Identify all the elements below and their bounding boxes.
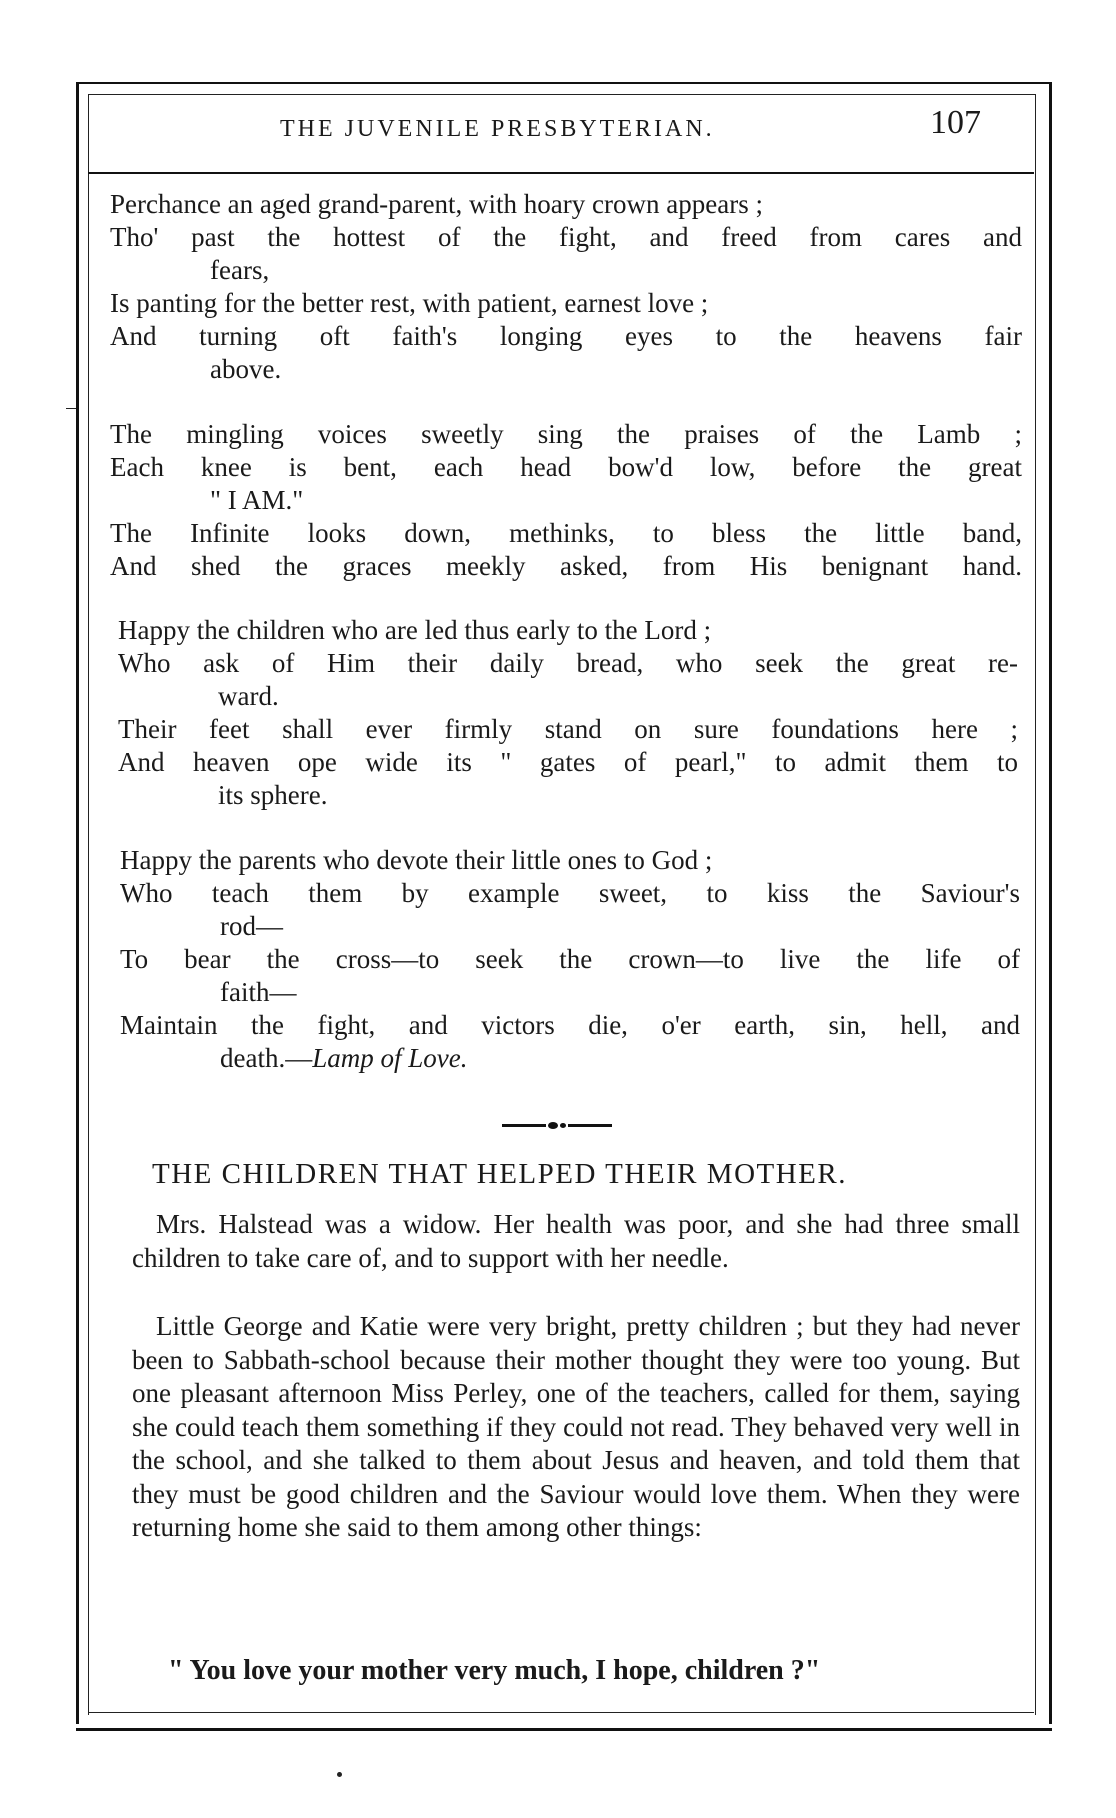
poem-line: And shed the graces meekly asked, from His benignant hand. [110, 551, 1022, 581]
page-number: 107 [930, 104, 981, 141]
poem-line: To bear the cross—to seek the crown—to live the life of [120, 944, 1020, 974]
poem-line [120, 1042, 1020, 1075]
poem-line: Maintain the fight, and victors die, o'er earth, sin, hell, and [120, 1010, 1020, 1040]
poem-line: Happy the children who are led thus early to the Lord ; [118, 615, 712, 645]
poem-source: Lamp of Love. [312, 1043, 468, 1073]
poem-stanza-3 [118, 614, 1018, 812]
bottom-rule-heavy [76, 1728, 1052, 1731]
poem-line: Is panting for the better rest, with patient, earnest love ; [110, 288, 709, 318]
poem-line: above. [210, 354, 282, 384]
article-title: THE CHILDREN THAT HELPED THEIR MOTHER. [152, 1158, 847, 1190]
ink-speck [337, 1772, 342, 1777]
paragraph-text: Little George and Katie were very bright, pretty children ; but they had never been to Sabbath-school because their mother thought they were too young. But one pleasant afternoon Miss Perley, one of the teachers, called for them, saying she could teach them something if they could not read. They behaved very well in the school, and she talked to them about Jesus and heaven, and told them that they must be good children and the Saviour would love them. When they were returning home she said to them among other things: [132, 1311, 1020, 1542]
margin-mark [66, 408, 76, 409]
poem-line: Who ask of Him their daily bread, who seek the great re- [118, 648, 1018, 678]
poem-line-text: death.— [220, 1043, 313, 1073]
header-rule [88, 172, 1034, 174]
article-paragraph-1 [132, 1208, 1020, 1275]
poem-line: The mingling voices sweetly sing the praises of the Lamb ; [110, 419, 1022, 449]
poem-line: fears, [210, 255, 270, 285]
bottom-rule [88, 1712, 1034, 1713]
poem-line: Each knee is bent, each head bow'd low, before the great [110, 452, 1022, 482]
poem-line: And heaven ope wide its " gates of pearl," to admit them to [118, 747, 1018, 777]
poem-line: Who teach them by example sweet, to kiss the Saviour's [120, 878, 1020, 908]
poem-stanza-2 [110, 418, 1022, 583]
poem-line: And turning oft faith's longing eyes to the heavens fair [110, 321, 1022, 351]
section-divider-ornament [502, 1122, 612, 1128]
poem-line: Happy the parents who devote their little ones to God ; [120, 845, 713, 875]
poem-line: faith— [220, 977, 297, 1007]
running-head: THE JUVENILE PRESBYTERIAN. [280, 116, 715, 142]
article-paragraph-2 [132, 1310, 1020, 1545]
article-quote: " You love your mother very much, I hope, children ?" [168, 1655, 821, 1686]
poem-stanza-1 [110, 188, 1022, 386]
poem-line: Perchance an aged grand-parent, with hoary crown appears ; [110, 189, 763, 219]
poem-line: rod— [220, 911, 283, 941]
poem-line: its sphere. [218, 780, 328, 810]
poem-stanza-4 [120, 844, 1020, 1075]
poem-line: Their feet shall ever firmly stand on sure foundations here ; [118, 714, 1018, 744]
poem-line: Tho' past the hottest of the fight, and freed from cares and [110, 222, 1022, 252]
poem-line: " I AM." [210, 485, 304, 515]
paragraph-text: Mrs. Halstead was a widow. Her health was poor, and she had three small children to take care of, and to support with her needle. [132, 1209, 1020, 1273]
poem-line: ward. [218, 681, 279, 711]
poem-line: The Infinite looks down, methinks, to bless the little band, [110, 518, 1022, 548]
